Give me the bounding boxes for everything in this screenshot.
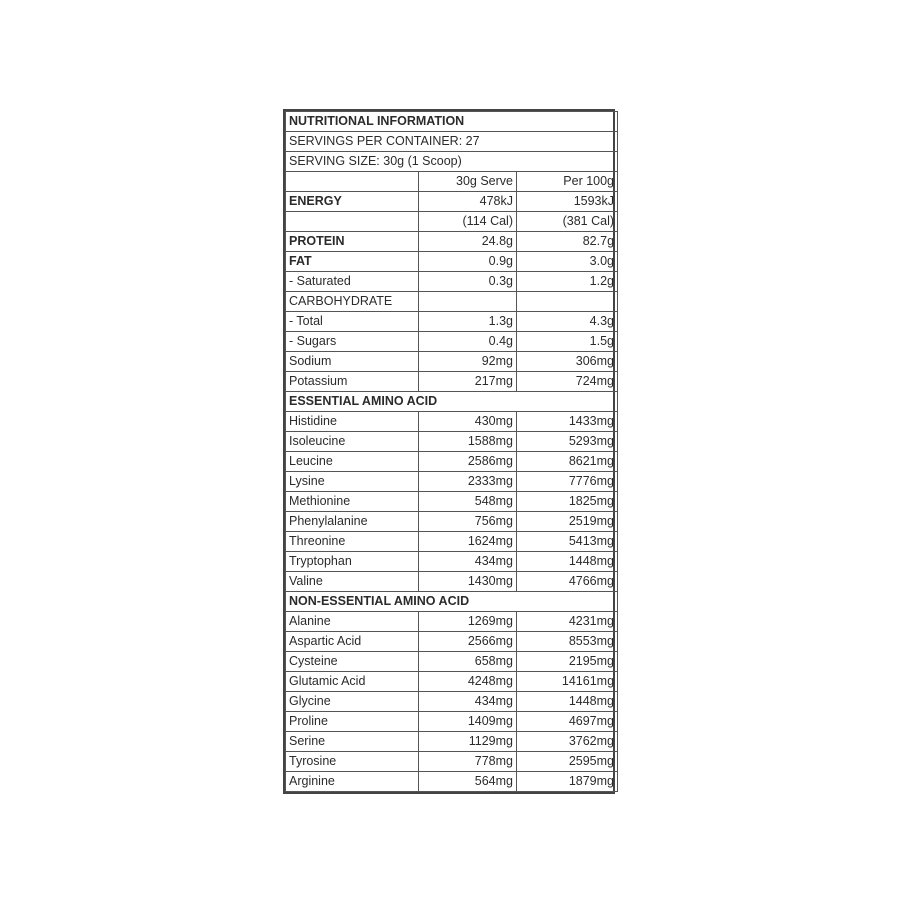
amino-acid-row xyxy=(286,732,618,752)
serving-size: SERVING SIZE: 30g (1 Scoop) xyxy=(286,152,618,172)
nutrient-label: Arginine xyxy=(286,772,419,792)
value-per-100g: 1433mg xyxy=(517,412,618,432)
title-row xyxy=(286,112,618,132)
value-30g-serve: 1430mg xyxy=(419,572,517,592)
nutrient-row xyxy=(286,292,618,312)
value-per-100g: 1.2g xyxy=(517,272,618,292)
value-per-100g: 14161mg xyxy=(517,672,618,692)
value-30g-serve: 1409mg xyxy=(419,712,517,732)
nutrient-label: ENERGY xyxy=(286,192,419,212)
essential-amino-acid-header-row xyxy=(286,392,618,412)
value-per-100g: 1825mg xyxy=(517,492,618,512)
nutrient-label: CARBOHYDRATE xyxy=(286,292,419,312)
nutrient-label: Glycine xyxy=(286,692,419,712)
servings-per-container: SERVINGS PER CONTAINER: 27 xyxy=(286,132,618,152)
value-30g-serve xyxy=(419,292,517,312)
amino-acid-row xyxy=(286,772,618,792)
nutrient-label: Serine xyxy=(286,732,419,752)
nutrient-label: - Sugars xyxy=(286,332,419,352)
value-30g-serve: 0.3g xyxy=(419,272,517,292)
nutrient-label: PROTEIN xyxy=(286,232,419,252)
value-30g-serve: 4248mg xyxy=(419,672,517,692)
nutrient-row xyxy=(286,272,618,292)
nutrition-panel xyxy=(283,109,615,794)
value-per-100g: 1448mg xyxy=(517,692,618,712)
value-30g-serve: 1624mg xyxy=(419,532,517,552)
nutrient-row xyxy=(286,232,618,252)
amino-acid-row xyxy=(286,752,618,772)
value-per-100g: 1879mg xyxy=(517,772,618,792)
amino-acid-row xyxy=(286,712,618,732)
value-30g-serve: 92mg xyxy=(419,352,517,372)
value-30g-serve: 658mg xyxy=(419,652,517,672)
value-30g-serve: 1588mg xyxy=(419,432,517,452)
nutrient-label: Histidine xyxy=(286,412,419,432)
nutrient-label: Valine xyxy=(286,572,419,592)
nutrient-label: Isoleucine xyxy=(286,432,419,452)
value-per-100g: 5413mg xyxy=(517,532,618,552)
value-per-100g: 5293mg xyxy=(517,432,618,452)
nutrient-label: Alanine xyxy=(286,612,419,632)
nutrient-row xyxy=(286,212,618,232)
serving-size-row xyxy=(286,152,618,172)
nutrient-label: Phenylalanine xyxy=(286,512,419,532)
servings-row xyxy=(286,132,618,152)
value-30g-serve: 217mg xyxy=(419,372,517,392)
nutrient-label: Threonine xyxy=(286,532,419,552)
nutrient-label: Tryptophan xyxy=(286,552,419,572)
amino-acid-row xyxy=(286,652,618,672)
nutrient-row xyxy=(286,352,618,372)
nutrient-row xyxy=(286,372,618,392)
value-30g-serve: 2586mg xyxy=(419,452,517,472)
amino-acid-row xyxy=(286,672,618,692)
nutrient-label: Methionine xyxy=(286,492,419,512)
nutrient-label: - Saturated xyxy=(286,272,419,292)
amino-acid-row xyxy=(286,412,618,432)
amino-acid-row xyxy=(286,612,618,632)
value-30g-serve: 2333mg xyxy=(419,472,517,492)
nutrient-label xyxy=(286,212,419,232)
value-per-100g: 1448mg xyxy=(517,552,618,572)
nutrient-label: FAT xyxy=(286,252,419,272)
value-per-100g: 724mg xyxy=(517,372,618,392)
value-per-100g: 4766mg xyxy=(517,572,618,592)
value-per-100g: 1593kJ xyxy=(517,192,618,212)
nutrient-label: - Total xyxy=(286,312,419,332)
nutrient-label: Glutamic Acid xyxy=(286,672,419,692)
amino-acid-row xyxy=(286,632,618,652)
value-per-100g: 3.0g xyxy=(517,252,618,272)
value-per-100g: 7776mg xyxy=(517,472,618,492)
nutrient-label: Cysteine xyxy=(286,652,419,672)
value-per-100g: 8553mg xyxy=(517,632,618,652)
nutrient-row xyxy=(286,252,618,272)
value-30g-serve: 434mg xyxy=(419,552,517,572)
column-header-blank xyxy=(286,172,419,192)
value-30g-serve: 1129mg xyxy=(419,732,517,752)
value-30g-serve: 434mg xyxy=(419,692,517,712)
value-per-100g: 4231mg xyxy=(517,612,618,632)
value-30g-serve: 478kJ xyxy=(419,192,517,212)
amino-acid-row xyxy=(286,472,618,492)
value-30g-serve: 548mg xyxy=(419,492,517,512)
nutrient-label: Sodium xyxy=(286,352,419,372)
panel-title: NUTRITIONAL INFORMATION xyxy=(286,112,618,132)
nutrient-label: Leucine xyxy=(286,452,419,472)
value-30g-serve: 2566mg xyxy=(419,632,517,652)
amino-acid-row xyxy=(286,432,618,452)
value-per-100g: 2519mg xyxy=(517,512,618,532)
amino-acid-row xyxy=(286,532,618,552)
column-header-serve: 30g Serve xyxy=(419,172,517,192)
non-essential-amino-acid-header: NON-ESSENTIAL AMINO ACID xyxy=(286,592,618,612)
value-per-100g: 3762mg xyxy=(517,732,618,752)
value-30g-serve: 430mg xyxy=(419,412,517,432)
column-header-row xyxy=(286,172,618,192)
non-essential-amino-acid-header-row xyxy=(286,592,618,612)
amino-acid-row xyxy=(286,492,618,512)
value-30g-serve: 1.3g xyxy=(419,312,517,332)
value-30g-serve: 756mg xyxy=(419,512,517,532)
value-30g-serve: 1269mg xyxy=(419,612,517,632)
amino-acid-row xyxy=(286,512,618,532)
value-per-100g: 2195mg xyxy=(517,652,618,672)
value-per-100g: 306mg xyxy=(517,352,618,372)
nutrient-label: Potassium xyxy=(286,372,419,392)
amino-acid-row xyxy=(286,552,618,572)
value-30g-serve: 0.9g xyxy=(419,252,517,272)
value-per-100g: 4697mg xyxy=(517,712,618,732)
nutrient-label: Aspartic Acid xyxy=(286,632,419,652)
value-30g-serve: (114 Cal) xyxy=(419,212,517,232)
nutrient-row xyxy=(286,312,618,332)
value-30g-serve: 0.4g xyxy=(419,332,517,352)
value-per-100g: 2595mg xyxy=(517,752,618,772)
essential-amino-acid-header: ESSENTIAL AMINO ACID xyxy=(286,392,618,412)
value-per-100g: (381 Cal) xyxy=(517,212,618,232)
value-per-100g: 1.5g xyxy=(517,332,618,352)
amino-acid-row xyxy=(286,572,618,592)
nutrient-label: Proline xyxy=(286,712,419,732)
nutrient-label: Lysine xyxy=(286,472,419,492)
value-30g-serve: 564mg xyxy=(419,772,517,792)
nutrition-table xyxy=(285,111,618,792)
value-per-100g: 8621mg xyxy=(517,452,618,472)
value-per-100g xyxy=(517,292,618,312)
value-per-100g: 4.3g xyxy=(517,312,618,332)
nutrient-row xyxy=(286,332,618,352)
nutrient-row xyxy=(286,192,618,212)
value-per-100g: 82.7g xyxy=(517,232,618,252)
nutrient-label: Tyrosine xyxy=(286,752,419,772)
amino-acid-row xyxy=(286,452,618,472)
column-header-per100: Per 100g xyxy=(517,172,618,192)
value-30g-serve: 24.8g xyxy=(419,232,517,252)
value-30g-serve: 778mg xyxy=(419,752,517,772)
amino-acid-row xyxy=(286,692,618,712)
